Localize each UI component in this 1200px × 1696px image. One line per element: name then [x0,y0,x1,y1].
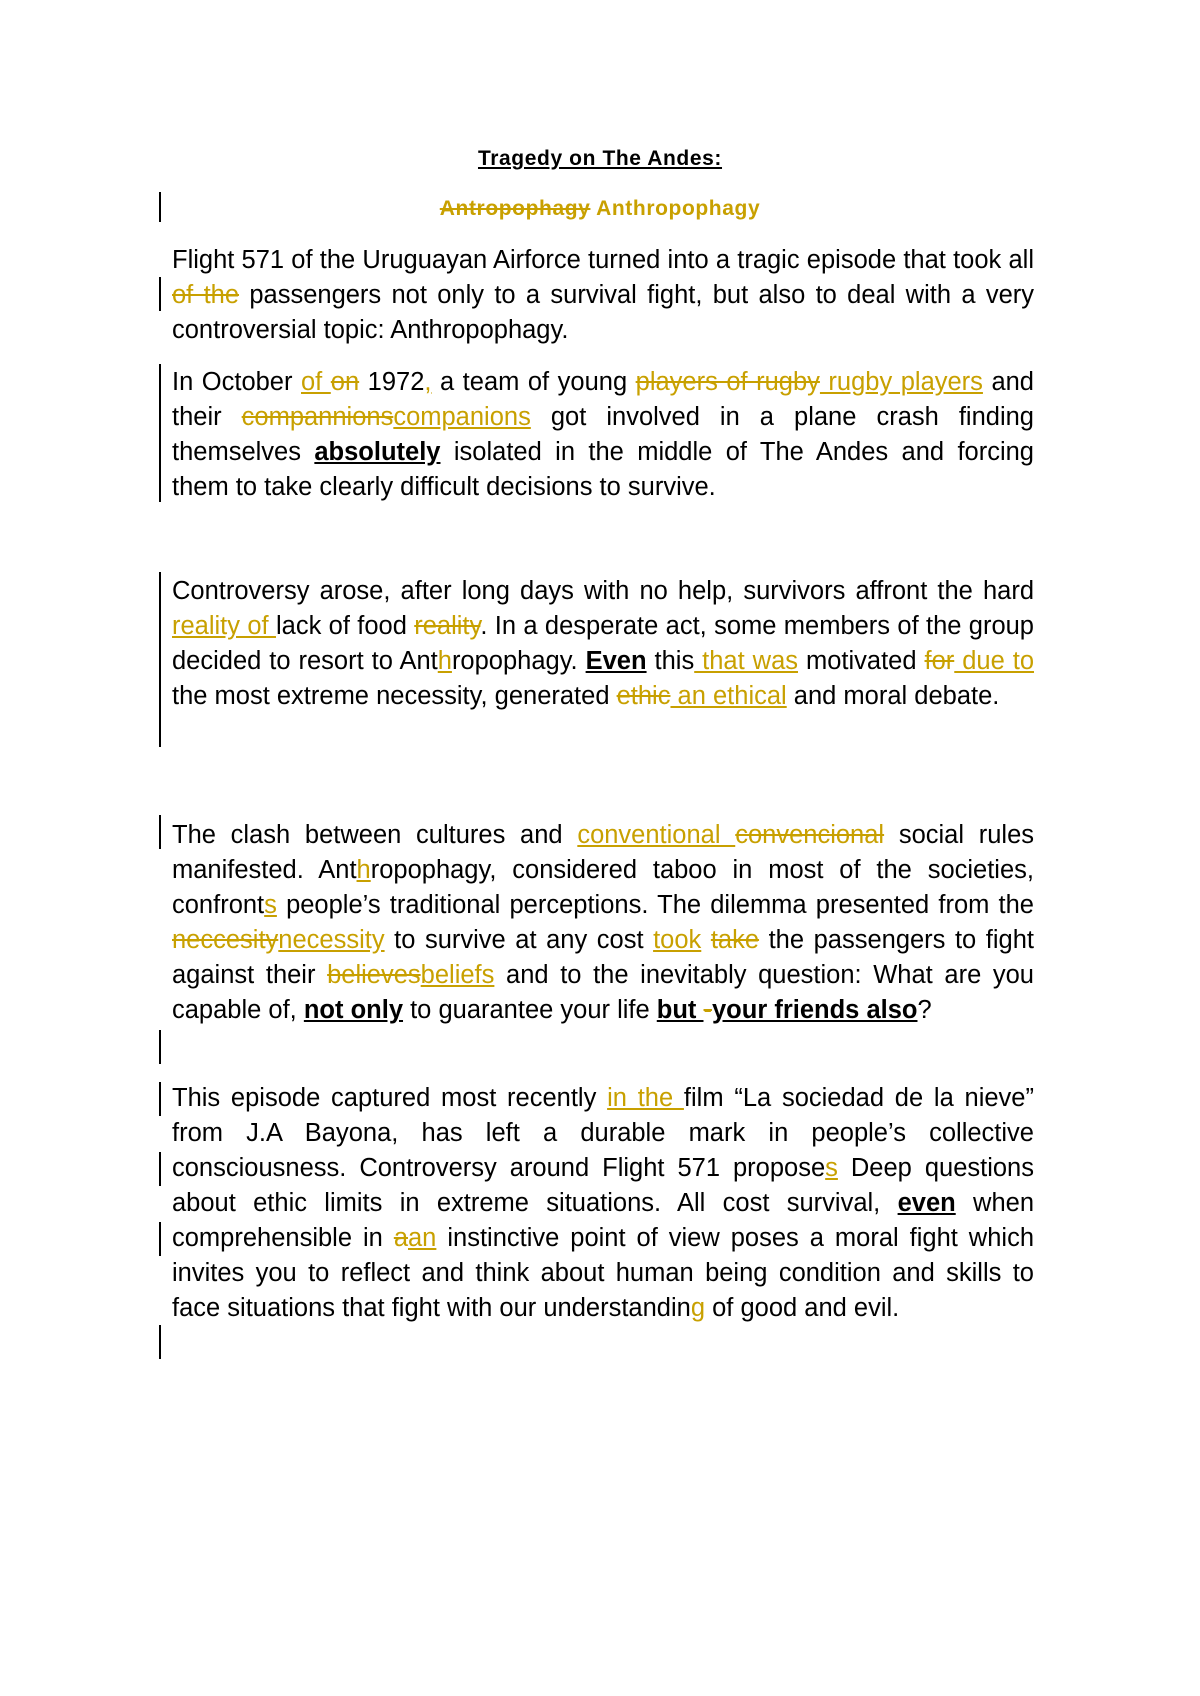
deleted-text: Antropophagy [439,197,591,220]
text: . In a desperate act, some members of the group decided to resort to Ant [172,612,1034,675]
deleted-text: believes [327,961,421,989]
text: got involved in a plane crash finding themselves [172,403,1034,466]
inserted-text: that was [694,647,799,675]
text: ropophagy, considered taboo in most of the societies, confront [172,856,1034,919]
change-bar [159,1222,161,1256]
paragraph-5 [172,1081,1034,1326]
deleted-text: reality [414,612,481,640]
inserted-text: s [264,891,277,919]
text: this [646,647,695,675]
emphasized-text: Even [585,647,647,675]
inserted-text: companions [393,403,531,431]
deleted-text: ethic [616,682,671,710]
text: lack of food [275,612,415,640]
text: Deep questions about ethic limits in extreme situations. All cost survival, [172,1154,1034,1217]
text: film “La sociedad de la nieve” from J.A Bayona, has left a durable mark in people’s collective consciousness. Controversy around Flight 571 propose [172,1084,1034,1182]
emphasized-text: even [897,1189,956,1217]
inserted-text: an ethical [670,682,787,710]
inserted-text: of [301,368,331,396]
inserted-text: , [424,368,432,396]
inserted-text: s [825,1154,838,1182]
change-bar [159,1325,161,1359]
emphasized-text: not only [303,996,404,1024]
deleted-text: compannions [241,403,394,431]
text: social rules manifested. Ant [172,821,1034,884]
inserted-text: conventional [577,821,736,849]
deleted-text: players of rugby [635,368,820,396]
inserted-text: h [356,856,371,884]
text: instinctive point of view poses a moral fight which invites you to reflect and think about human being condition and skills to face situations that fight with our understandin [172,1224,1034,1322]
paragraph-1 [172,243,1034,348]
deleted-text: convencional [735,821,885,849]
deleted-text: take [710,926,760,954]
text: Controversy arose, after long days with no help, survivors affront the hard [172,577,1034,605]
inserted-text: h [437,647,452,675]
deleted-text: - [703,996,712,1024]
inserted-text: an [408,1224,437,1252]
deleted-text: a [393,1224,408,1252]
inserted-text: necessity [278,926,385,954]
text: ropophagy. [451,647,586,675]
text: to survive at any cost [384,926,654,954]
text: isolated in the middle of The Andes and forcing them to take clearly difficult decisions to survive. [172,438,1034,501]
change-bar [159,1152,161,1186]
text: and moral debate. [786,682,1000,710]
deleted-text: of the [172,281,240,309]
emphasized-text: absolutely [314,438,441,466]
emphasized-text: but [656,996,704,1024]
document-subtitle [0,197,1200,221]
inserted-text: in the [607,1084,684,1112]
text: motivated [798,647,925,675]
deleted-text: on [330,368,360,396]
change-bar [159,1082,161,1116]
text: This episode captured most recently [172,1084,608,1112]
change-bar [159,572,161,747]
change-bar [159,815,161,849]
text: when comprehensible in [172,1189,1034,1252]
inserted-text: Anthropophagy [596,197,761,220]
text: people’s traditional perceptions. The dilemma presented from the [276,891,1034,919]
text: ? [917,996,932,1024]
text: Flight 571 of the Uruguayan Airforce turned into a tragic episode that took all [172,246,1034,274]
inserted-text: due to [954,647,1034,675]
paragraph-3 [172,574,1034,714]
text: a team of young [431,368,636,396]
change-bar [159,364,161,502]
deleted-text: for [924,647,955,675]
text: the passengers to fight against their [172,926,1034,989]
document-title: Tragedy on The Andes: [477,147,723,170]
inserted-text: took [653,926,702,954]
text [701,926,711,954]
text: The clash between cultures and [172,821,578,849]
change-bar [159,277,161,311]
change-bar [159,1030,161,1064]
change-bar [159,192,161,222]
paragraph-2 [172,365,1034,505]
text: In October [172,368,301,396]
text: and to the inevitably question: What are you capable of, [172,961,1034,1024]
text: of good and evil. [705,1294,900,1322]
inserted-text: beliefs [420,961,495,989]
text: passengers not only to a survival fight, but also to deal with a very controversial topic: Anthropophagy. [172,281,1034,344]
inserted-text: g [690,1294,706,1322]
text: to guarantee your life [403,996,657,1024]
text: and their [172,368,1034,431]
emphasized-text: your friends also [712,996,918,1024]
deleted-text: neccesity [172,926,279,954]
paragraph-4 [172,818,1034,1028]
text: the most extreme necessity, generated [172,682,617,710]
inserted-text: rugby players [819,368,983,396]
text: 1972 [359,368,425,396]
inserted-text: reality of [172,612,276,640]
